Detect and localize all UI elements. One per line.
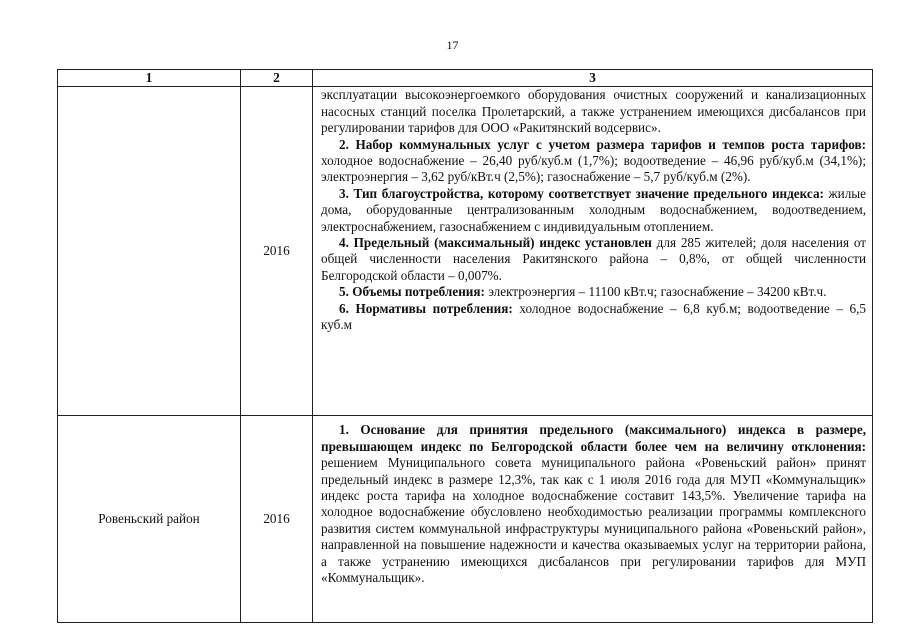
column-header-1: 1 (58, 70, 241, 87)
paragraph-consumption (321, 284, 866, 300)
paragraph-improvement-type (321, 186, 866, 235)
district-cell: Ровеньский район (58, 416, 241, 623)
district-cell (58, 87, 241, 416)
description-cell (313, 87, 873, 416)
paragraph-continuation: эксплуатации высокоэнергоемкого оборудования очистных сооружений и канализационных насосных станций поселка Пролетарский, а также устранением имеющихся дисбалансов при регулировании тарифов для ООО «Ракитянский водсервис». (321, 87, 866, 136)
column-header-2: 2 (241, 70, 313, 87)
year-cell: 2016 (241, 87, 313, 416)
column-header-3: 3 (313, 70, 873, 87)
table-row (58, 87, 873, 416)
paragraph-heading: 3. Тип благоустройства, которому соответствует значение предельного индекса: (339, 185, 824, 201)
paragraph-heading: 1. Основание для принятия предельного (максимального) индекса в размере, превышающем индекс по Белгородской области более чем на величину отклонения: (321, 422, 866, 454)
year-cell: 2016 (241, 416, 313, 623)
table-row (58, 416, 873, 623)
paragraph-text: для 285 жителей; доля населения от общей численности населения Ракитянского района – 0,8%, от общей численности Белгородской области – 0,007%. (321, 235, 866, 283)
paragraph-index (321, 235, 866, 284)
table-header-row (58, 70, 873, 87)
paragraph-heading: 5. Объемы потребления: (339, 284, 485, 300)
page-number: 17 (446, 38, 459, 52)
paragraph-text: решением Муниципального совета муниципального района «Ровеньский район» принят предельный индекс в размере 12,3%, так как с 1 июля 2016 года для МУП «Коммунальщик» индекс роста тарифа на холодное водоснабжение составит 143,5%. Увеличение тарифа на холодное водоснабжение обусловлено необходимостью реализации программы комплексного развития систем коммунальной инфраструктуры муниципального района «Ровеньский район», направленной на повышение надежности и качества оказываемых услуг на территории района, а также устранению имеющихся дисбалансов при регулировании тарифов для МУП «Коммунальщик». (321, 455, 866, 586)
paragraph-text: холодное водоснабжение – 26,40 руб/куб.м (1,7%); водоотведение – 46,96 руб/куб.м (34,1%); электроэнергия – 3,62 руб/кВт.ч (2,5%); газоснабжение – 5,7 руб/куб.м (2%). (321, 153, 866, 185)
paragraph-heading: 4. Предельный (максимальный) индекс установлен (339, 235, 652, 251)
description-cell (313, 416, 873, 623)
paragraph-norms (321, 301, 866, 334)
paragraph-basis (321, 422, 866, 586)
paragraph-heading: 6. Нормативы потребления: (339, 300, 513, 316)
paragraph-text: электроэнергия – 11100 кВт.ч; газоснабжение – 34200 кВт.ч. (484, 284, 827, 300)
paragraph-text: жилые дома, оборудованные централизованным холодным водоснабжением, водоотведением, электроснабжением, газоснабжением с индивидуальным отоплением. (321, 185, 866, 234)
paragraph-text: холодное водоснабжение – 6,8 куб.м; водоотведение – 6,5 куб.м (321, 300, 866, 333)
paragraph-tariffs (321, 137, 866, 186)
data-table (57, 69, 873, 623)
paragraph-heading: 2. Набор коммунальных услуг с учетом размера тарифов и темпов роста тарифов: (339, 136, 866, 152)
